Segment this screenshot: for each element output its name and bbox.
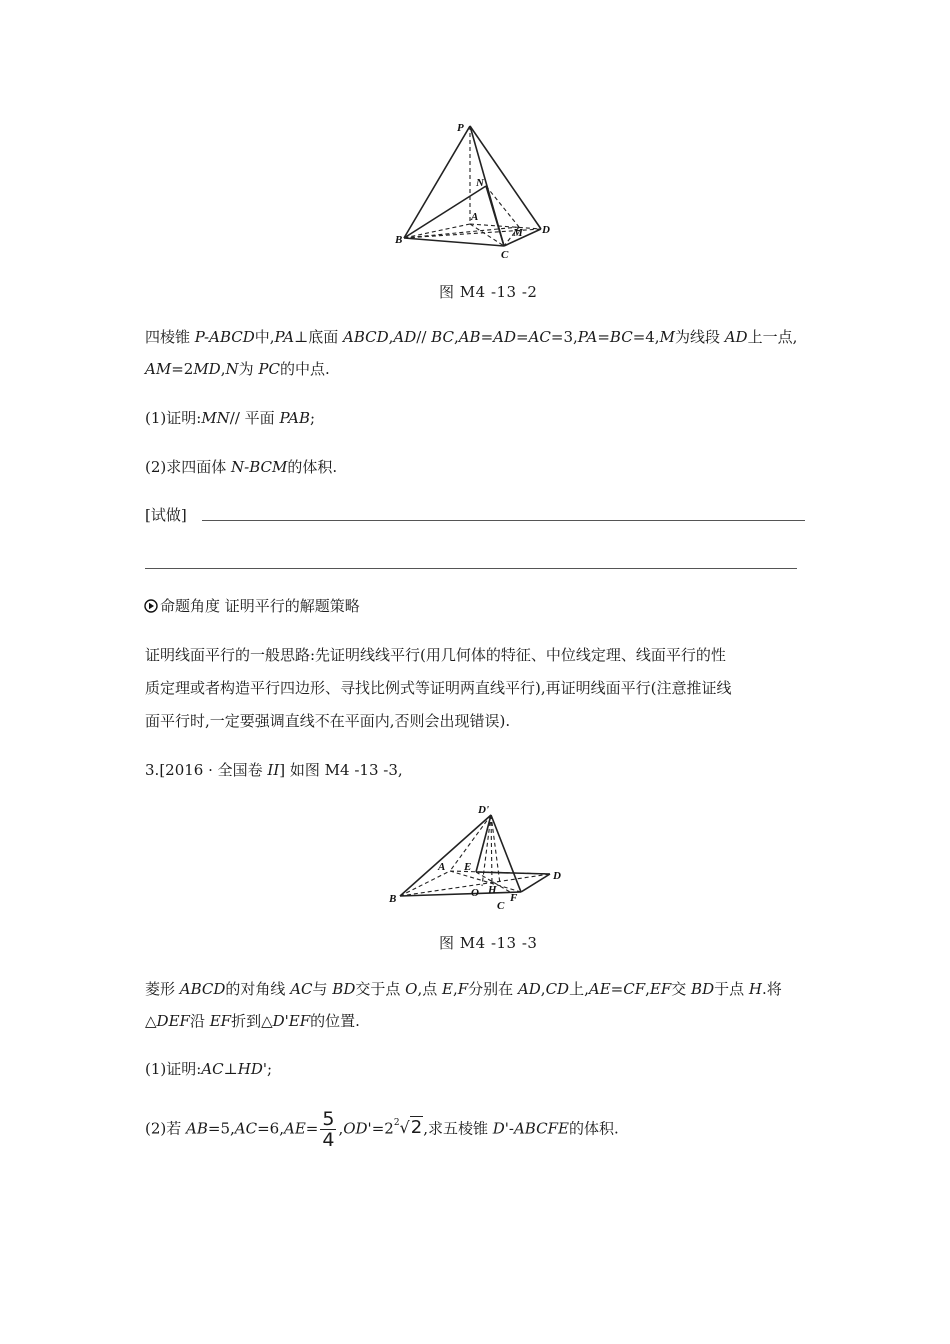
text-run: , (540, 980, 546, 998)
math-symbol: AM (145, 360, 172, 378)
text-run: 为 (238, 360, 259, 378)
text-run: ,点 (417, 980, 442, 998)
q2-ac: AC (234, 1119, 258, 1138)
label-D: D (542, 224, 550, 236)
text-run: 的位置. (310, 1012, 360, 1030)
text-run: 上, (569, 980, 589, 998)
text-run: 中, (254, 328, 275, 346)
text-run: =4, (632, 328, 660, 346)
label-O: O (471, 887, 479, 899)
math-symbol: ABCD (179, 980, 226, 998)
math-symbol: N (225, 360, 239, 378)
text-run: =3, (550, 328, 578, 346)
problem-3-question-2 (145, 1108, 619, 1151)
text-run: .将 (761, 980, 782, 998)
text-run: 上一点, (747, 328, 798, 346)
math-symbol: HD' (237, 1060, 267, 1078)
label-C: C (501, 249, 509, 261)
radical (394, 1108, 423, 1151)
fraction-denominator: 4 (322, 1129, 335, 1151)
math-symbol: AE=CF (588, 980, 646, 998)
math-symbol: AD (517, 980, 541, 998)
text-run: , (645, 980, 650, 998)
math-symbol: H (748, 980, 762, 998)
problem-3-statement-line-2 (145, 1006, 825, 1036)
strategy-heading: 命题角度 证明平行的解题策略 (160, 597, 360, 615)
figure-m4-13-3 (384, 796, 574, 914)
fraction-numerator: 5 (322, 1108, 335, 1130)
fraction-five-fourths (320, 1109, 336, 1150)
label-N: N (476, 177, 484, 189)
text-run: 于点 (714, 980, 749, 998)
figure-caption-1: 图 M4 -13 -2 (439, 283, 538, 301)
math-symbol: PA (274, 328, 295, 346)
math-symbol: EF (209, 1012, 232, 1030)
text-run: =2 (171, 360, 194, 378)
label-D-prime: D' (478, 804, 489, 816)
q2-ab-value: =5, (207, 1119, 235, 1138)
label-B: B (395, 234, 403, 246)
text-run: // (416, 328, 432, 346)
figure-m4-13-2 (388, 112, 568, 262)
q2-ae: AE (283, 1119, 306, 1138)
q2-comma: , (338, 1119, 344, 1138)
label-A: A (471, 211, 479, 223)
text-run: , (220, 360, 226, 378)
math-symbol: ABCD (342, 328, 389, 346)
math-symbol: E (442, 980, 453, 998)
math-symbol: O (405, 980, 418, 998)
problem-3-question-1 (145, 1054, 272, 1084)
label-D: D (553, 870, 561, 882)
strategy-body-line-3: 面平行时,一定要强调直线不在平面内,否则会出现错误). (145, 712, 511, 730)
q2-solid: D'-ABCFE (492, 1119, 569, 1138)
label-A: A (438, 861, 446, 873)
try-label: [试做] (145, 506, 187, 524)
math-symbol: AC (201, 1060, 224, 1078)
problem-number: 3. (145, 761, 160, 779)
q2-od: OD' (343, 1119, 372, 1138)
radical-sign-icon: √ (399, 1118, 410, 1137)
text-run: ; (266, 1060, 273, 1078)
problem-statement-line-2 (145, 354, 825, 384)
answer-line-2[interactable] (145, 568, 797, 569)
text-run: 交于点 (355, 980, 406, 998)
text-run: , (388, 328, 394, 346)
answer-line-1[interactable] (202, 520, 805, 521)
text-run: 的体积. (287, 458, 338, 476)
text-run: , (452, 980, 458, 998)
text-run: (1)证明: (145, 1060, 202, 1078)
text-run: 菱形 (145, 980, 180, 998)
text-run: (2)求四面体 (145, 458, 232, 476)
q2-ac-value: =6, (257, 1119, 284, 1138)
label-P: P (457, 122, 464, 134)
text-run: ⊥底面 (294, 328, 343, 346)
math-symbol: BC (431, 328, 454, 346)
figure-caption-2: 图 M4 -13 -3 (439, 934, 538, 952)
radical-argument: 2 (410, 1117, 423, 1138)
text-run: (1)证明: (145, 409, 202, 427)
text-run: 折到△ (231, 1012, 273, 1030)
question-1 (145, 403, 315, 433)
math-symbol: AB=AD=AC (458, 328, 551, 346)
label-M: M (513, 227, 523, 239)
math-symbol: N-BCM (231, 458, 288, 476)
text-run: 为线段 (674, 328, 725, 346)
text-run: 的对角线 (225, 980, 291, 998)
math-symbol: P-ABCD (194, 328, 255, 346)
math-symbol: MN (201, 409, 230, 427)
math-symbol: M (659, 328, 675, 346)
math-symbol: CD (545, 980, 570, 998)
math-symbol: BD (691, 980, 715, 998)
math-symbol: BD (332, 980, 356, 998)
question-2 (145, 452, 337, 482)
strategy-body-line-1: 证明线面平行的一般思路:先证明线线平行(用几何体的特征、中位线定理、线面平行的性 (145, 646, 726, 664)
q2-prefix: (2)若 (145, 1119, 187, 1138)
play-circle-icon (144, 599, 158, 613)
problem-source-roman: II (267, 761, 280, 779)
text-run: 的中点. (279, 360, 330, 378)
q2-od-equals: =2 (371, 1119, 394, 1138)
text-run: // 平面 (229, 409, 280, 427)
label-C: C (497, 900, 505, 912)
math-symbol: DEF (156, 1012, 190, 1030)
text-run: , (453, 328, 459, 346)
math-symbol: AD (393, 328, 417, 346)
math-symbol: MD (193, 360, 221, 378)
label-H: H (488, 884, 497, 896)
text-run: 四棱锥 (145, 328, 195, 346)
strategy-body-line-2: 质定理或者构造平行四边形、寻找比例式等证明两直线平行),再证明线面平行(注意推证线 (145, 679, 732, 697)
math-symbol: AC (290, 980, 313, 998)
q2-suffix: 的体积. (568, 1119, 619, 1138)
math-symbol: F (457, 980, 469, 998)
problem-lead: 如图 M4 -13 -3, (285, 761, 403, 779)
q2-middle: ,求五棱锥 (423, 1119, 493, 1138)
text-run: 交 (671, 980, 692, 998)
text-run: 分别在 (468, 980, 518, 998)
text-run: ⊥ (223, 1060, 238, 1078)
problem-source-suffix: ] (279, 761, 286, 779)
text-run: △ (145, 1012, 157, 1030)
text-run: 与 (312, 980, 333, 998)
text-run: 沿 (189, 1012, 210, 1030)
math-symbol: EF (649, 980, 672, 998)
math-symbol: AD (724, 328, 748, 346)
problem-3-statement-line-1 (145, 974, 825, 1004)
label-F: F (510, 892, 518, 904)
problem-3-header (145, 755, 403, 785)
math-symbol: D'EF (272, 1012, 311, 1030)
problem-statement-line-1 (145, 322, 825, 352)
text-run: ; (310, 409, 316, 427)
q2-ab: AB (186, 1119, 208, 1138)
problem-source-prefix: [2016 · 全国卷 (159, 761, 268, 779)
q2-equals: = (305, 1119, 319, 1138)
label-B: B (389, 893, 397, 905)
math-symbol: PA=BC (577, 328, 633, 346)
math-symbol: PC (258, 360, 280, 378)
math-symbol: PAB (279, 409, 311, 427)
label-E: E (464, 861, 472, 873)
radical-index: 2 (393, 1118, 400, 1128)
